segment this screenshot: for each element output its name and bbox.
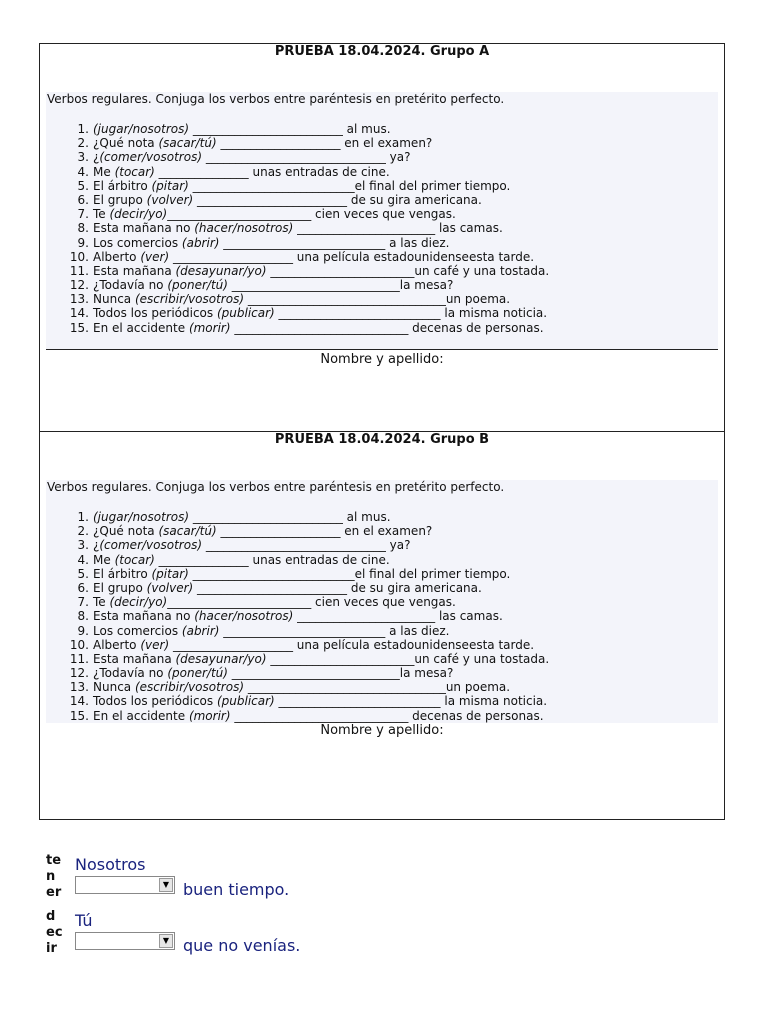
exercise-item xyxy=(47,122,549,136)
item-post: ___________________________ la misma noticia. xyxy=(274,306,548,321)
item-post: ________________________un café y una tostada. xyxy=(266,651,550,666)
exercise-item xyxy=(47,638,549,652)
exercise-item xyxy=(47,609,549,623)
item-hint: (publicar) xyxy=(216,694,275,709)
exercise-item xyxy=(47,581,549,595)
item-num: 10. xyxy=(69,637,89,652)
item-num: 11. xyxy=(69,651,89,666)
item-post: _______________________ las camas. xyxy=(293,221,503,236)
exercise-item xyxy=(47,694,549,708)
exercise-item xyxy=(47,136,549,150)
item-num: 4. xyxy=(77,164,89,179)
item-num: 1. xyxy=(77,122,89,136)
item-hint: (poner/tú) xyxy=(167,666,228,681)
item-hint: (publicar) xyxy=(216,306,275,321)
test-sheet-group-a xyxy=(39,43,725,432)
item-post: ______________________________ ya? xyxy=(202,150,411,165)
item-post: ____________________ una película estadounidenseesta tarde. xyxy=(169,249,535,264)
item-hint: (desayunar/yo) xyxy=(175,651,267,666)
item-pre: Nunca xyxy=(93,292,135,307)
verb-part: ir xyxy=(46,941,57,956)
test-sheet-group-b xyxy=(39,431,725,820)
item-hint: (hacer/nosotros) xyxy=(194,609,294,624)
item-num: 8. xyxy=(77,221,89,236)
verb-part: ec xyxy=(46,925,63,940)
item-post: ___________________________ la misma noticia. xyxy=(274,694,548,709)
item-pre: Todos los periódicos xyxy=(93,694,217,709)
item-post: _______________ unas entradas de cine. xyxy=(154,164,390,179)
item-num: 7. xyxy=(77,595,89,610)
item-post: ____________________ en el examen? xyxy=(216,524,433,539)
item-hint: (ver) xyxy=(140,249,170,264)
item-hint: (volver) xyxy=(146,580,194,595)
item-pre: En el accidente xyxy=(93,708,189,723)
item-post: ________________________ cien veces que vengas. xyxy=(167,207,456,222)
item-post: _________________________________un poema. xyxy=(244,292,511,307)
item-post: ____________________________la mesa? xyxy=(227,278,454,293)
item-hint: (abrir) xyxy=(181,623,220,638)
instructions: Verbos regulares. Conjuga los verbos entre paréntesis en pretérito perfecto. xyxy=(47,480,505,494)
exercise-item xyxy=(47,193,549,207)
item-hint: (tocar) xyxy=(114,164,155,179)
exercise-item xyxy=(47,207,549,221)
item-num: 1. xyxy=(77,510,89,524)
item-pre: Alberto xyxy=(93,637,141,652)
item-num: 9. xyxy=(77,235,89,250)
item-pre: Esta mañana no xyxy=(93,609,195,624)
item-hint: (jugar/nosotros) xyxy=(93,510,190,524)
item-pre: Esta mañana xyxy=(93,651,176,666)
item-pre: El árbitro xyxy=(93,178,152,193)
item-pre: Me xyxy=(93,164,115,179)
item-hint: (escribir/vosotros) xyxy=(134,680,245,695)
exercise-item xyxy=(47,553,549,567)
item-post: _____________________________ decenas de personas. xyxy=(230,320,544,335)
exercise-item xyxy=(47,165,549,179)
item-hint: (decir/yo) xyxy=(109,595,168,610)
item-pre: Todos los periódicos xyxy=(93,306,217,321)
item-post: _______________________ las camas. xyxy=(293,609,503,624)
item-num: 14. xyxy=(69,306,89,321)
sheet-title: PRUEBA 18.04.2024. Grupo A xyxy=(274,44,490,59)
exercise-item xyxy=(47,510,549,524)
item-num: 2. xyxy=(77,524,89,539)
verb-part: te xyxy=(46,853,62,868)
item-post: ________________________ cien veces que vengas. xyxy=(167,595,456,610)
exercise-item xyxy=(47,624,549,638)
answer-select[interactable] xyxy=(75,932,175,950)
item-post: ________________________un café y una tostada. xyxy=(266,263,550,278)
item-num: 3. xyxy=(77,150,89,165)
exercise-list xyxy=(47,510,549,723)
exercise-item xyxy=(47,236,549,250)
item-pre: Alberto xyxy=(93,249,141,264)
verb-part: n xyxy=(46,869,56,884)
sheet-title: PRUEBA 18.04.2024. Grupo B xyxy=(274,432,490,447)
item-num: 4. xyxy=(77,552,89,567)
item-num: 3. xyxy=(77,538,89,553)
item-pre: El árbitro xyxy=(93,566,152,581)
item-pre: El grupo xyxy=(93,580,147,595)
item-num: 15. xyxy=(69,708,89,723)
item-pre: Esta mañana xyxy=(93,263,176,278)
exercise-item xyxy=(47,278,549,292)
chevron-down-icon[interactable]: ▼ xyxy=(159,878,173,892)
item-post: ___________________________ a las diez. xyxy=(219,235,450,250)
exercise-item xyxy=(47,292,549,306)
item-hint: (sacar/tú) xyxy=(158,136,217,151)
sentence-rest: buen tiempo. xyxy=(183,880,290,899)
item-pre: Te xyxy=(93,595,110,610)
item-pre: Nunca xyxy=(93,680,135,695)
item-post: _________________________ de su gira americana. xyxy=(193,192,482,207)
item-hint: (desayunar/yo) xyxy=(175,263,267,278)
item-hint: (ver) xyxy=(140,637,170,652)
item-num: 15. xyxy=(69,320,89,335)
item-num: 10. xyxy=(69,249,89,264)
exercise-item xyxy=(47,221,549,235)
item-post: ___________________________el final del primer tiempo. xyxy=(188,178,511,193)
item-hint: (poner/tú) xyxy=(167,278,228,293)
exercise-item xyxy=(47,306,549,320)
item-pre: ¿ xyxy=(93,538,100,553)
item-num: 12. xyxy=(69,278,89,293)
exercise-item xyxy=(47,567,549,581)
item-post: ____________________ en el examen? xyxy=(216,136,433,151)
answer-select[interactable] xyxy=(75,876,175,894)
item-hint: (volver) xyxy=(146,192,194,207)
item-num: 9. xyxy=(77,623,89,638)
item-num: 7. xyxy=(77,207,89,222)
item-num: 8. xyxy=(77,609,89,624)
item-num: 5. xyxy=(77,178,89,193)
item-num: 12. xyxy=(69,666,89,681)
item-num: 13. xyxy=(69,680,89,695)
pronoun-label: Nosotros xyxy=(75,855,146,874)
divider xyxy=(46,349,718,350)
exercise-item xyxy=(47,680,549,694)
item-post: ___________________________el final del primer tiempo. xyxy=(188,566,511,581)
name-label: Nombre y apellido: xyxy=(320,352,444,367)
item-hint: (comer/vosotros) xyxy=(99,538,202,553)
item-hint: (jugar/nosotros) xyxy=(93,122,190,136)
item-hint: (morir) xyxy=(188,320,231,335)
item-post: _________________________ al mus. xyxy=(189,122,391,136)
item-num: 6. xyxy=(77,192,89,207)
item-hint: (pitar) xyxy=(151,566,189,581)
instructions: Verbos regulares. Conjuga los verbos entre paréntesis en pretérito perfecto. xyxy=(47,92,505,106)
item-pre: ¿Todavía no xyxy=(93,278,168,293)
item-hint: (sacar/tú) xyxy=(158,524,217,539)
exercise-item xyxy=(47,150,549,164)
item-pre: En el accidente xyxy=(93,320,189,335)
item-pre: ¿ xyxy=(93,150,100,165)
exercise-item xyxy=(47,538,549,552)
item-pre: Esta mañana no xyxy=(93,221,195,236)
exercise-list xyxy=(47,122,549,335)
exercise-item xyxy=(47,250,549,264)
item-post: ____________________________la mesa? xyxy=(227,666,454,681)
item-post: _________________________ de su gira americana. xyxy=(193,580,482,595)
verb-label-tener xyxy=(46,853,61,901)
item-hint: (tocar) xyxy=(114,552,155,567)
exercise-item xyxy=(47,709,549,723)
item-num: 5. xyxy=(77,566,89,581)
item-hint: (abrir) xyxy=(181,235,220,250)
item-hint: (hacer/nosotros) xyxy=(194,221,294,236)
exercise-item xyxy=(47,321,549,335)
item-post: _________________________________un poema. xyxy=(244,680,511,695)
sentence-rest: que no venías. xyxy=(183,936,301,955)
item-hint: (escribir/vosotros) xyxy=(134,292,245,307)
item-pre: Me xyxy=(93,552,115,567)
item-pre: ¿Qué nota xyxy=(93,136,159,151)
item-num: 14. xyxy=(69,694,89,709)
item-pre: ¿Todavía no xyxy=(93,666,168,681)
item-num: 13. xyxy=(69,292,89,307)
item-pre: Te xyxy=(93,207,110,222)
verb-part: d xyxy=(46,909,56,924)
item-hint: (morir) xyxy=(188,708,231,723)
exercise-item xyxy=(47,652,549,666)
item-post: _____________________________ decenas de personas. xyxy=(230,708,544,723)
item-hint: (decir/yo) xyxy=(109,207,168,222)
item-post: ______________________________ ya? xyxy=(202,538,411,553)
item-num: 11. xyxy=(69,263,89,278)
item-num: 6. xyxy=(77,580,89,595)
name-label: Nombre y apellido: xyxy=(320,723,444,738)
item-num: 2. xyxy=(77,136,89,151)
item-post: ____________________ una película estadounidenseesta tarde. xyxy=(169,637,535,652)
verb-label-decir xyxy=(46,909,63,957)
exercise-item xyxy=(47,264,549,278)
item-hint: (comer/vosotros) xyxy=(99,150,202,165)
exercise-item xyxy=(47,595,549,609)
exercise-item xyxy=(47,524,549,538)
chevron-down-icon[interactable]: ▼ xyxy=(159,934,173,948)
item-post: ___________________________ a las diez. xyxy=(219,623,450,638)
verb-part: er xyxy=(46,885,62,900)
item-pre: Los comercios xyxy=(93,235,182,250)
exercise-item xyxy=(47,666,549,680)
item-post: _________________________ al mus. xyxy=(189,510,391,524)
item-hint: (pitar) xyxy=(151,178,189,193)
item-pre: ¿Qué nota xyxy=(93,524,159,539)
item-pre: El grupo xyxy=(93,192,147,207)
item-pre: Los comercios xyxy=(93,623,182,638)
item-post: _______________ unas entradas de cine. xyxy=(154,552,390,567)
exercise-item xyxy=(47,179,549,193)
pronoun-label: Tú xyxy=(75,911,93,930)
